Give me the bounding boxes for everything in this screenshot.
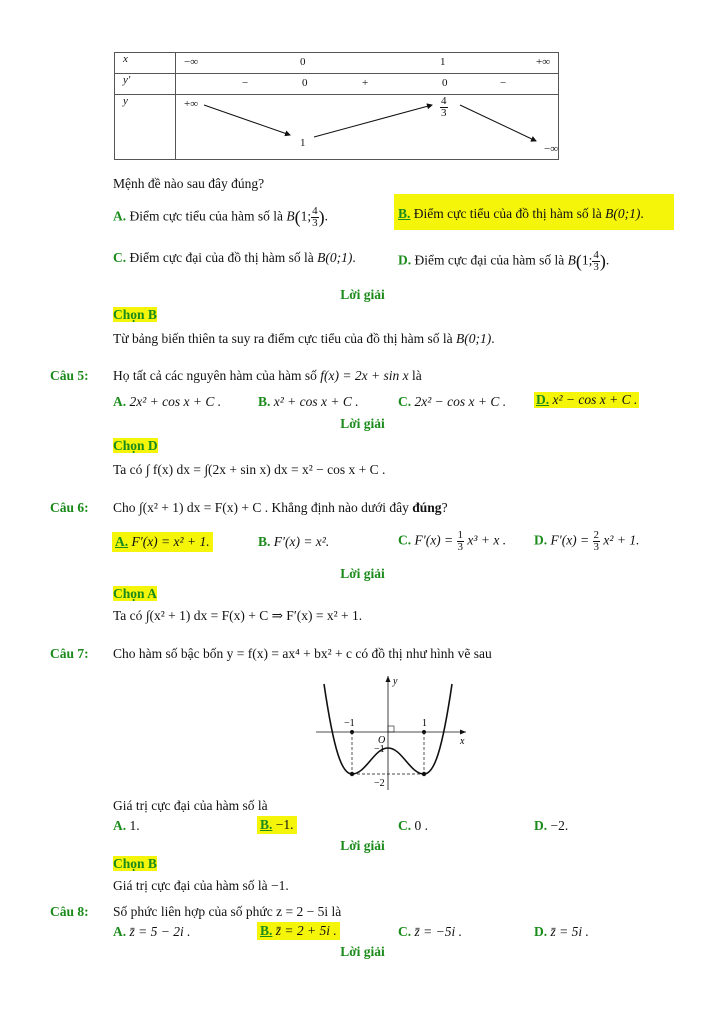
q7-prompt: Cho hàm số bậc bốn y = f(x) = ax⁴ + bx² + c có đồ thị như hình vẽ sau <box>113 646 492 661</box>
q8-prompt: Số phức liên hợp của số phức z = 2 − 5i là <box>113 904 342 919</box>
row-label-yp: y′ <box>115 74 176 95</box>
q8-option-c[interactable]: C. z̄ = −5i . <box>398 924 462 939</box>
q7-option-b[interactable]: B. −1. <box>257 816 297 834</box>
q6-option-b[interactable]: B. F′(x) = x². <box>258 534 330 549</box>
q4-option-b[interactable]: B. Điểm cực tiểu của đồ thị hàm số là B(0;1). <box>398 206 644 221</box>
y-end: −∞ <box>544 143 559 155</box>
q7-option-c[interactable]: C. 0 . <box>398 818 428 833</box>
y-start: +∞ <box>184 98 199 110</box>
quartic-graph <box>312 672 472 796</box>
graph-tick-p1: 1 <box>422 718 427 729</box>
q6-option-c[interactable]: C. F′(x) = $\frac{1}{3}$ x³ + x . <box>398 529 507 553</box>
q4-prompt: Mệnh đề nào sau đây đúng? <box>113 176 265 191</box>
q5-option-a[interactable]: A. 2x² + cos x + C . <box>113 394 222 409</box>
sign: 0 <box>302 77 308 89</box>
graph-tick-ym2: −2 <box>374 778 385 789</box>
graph-y-label: y <box>393 676 398 687</box>
q5-explain: Ta có ∫ f(x) dx = ∫(2x + sin x) dx = x² − cos x + C . <box>113 462 386 477</box>
graph-tick-m1: −1 <box>344 718 355 729</box>
q8-option-b[interactable]: B. z̄ = 2 + 5i . <box>257 922 340 940</box>
sign: + <box>362 77 369 89</box>
q5-option-c[interactable]: C. 2x² − cos x + C . <box>398 394 507 409</box>
q5-option-b[interactable]: B. x² + cos x + C . <box>258 394 359 409</box>
q4-option-d[interactable]: D. Điểm cực đại của hàm số là B(1; $\frac{4}{3}$ ). <box>398 249 610 273</box>
q6-choose: Chọn A <box>113 586 157 601</box>
q4-choose: Chọn B <box>113 307 157 322</box>
q7-ask: Giá trị cực đại của hàm số là <box>113 798 268 813</box>
q5-prompt: Họ tất cả các nguyên hàm của hàm số f(x) = 2x + sin x là <box>113 368 422 383</box>
sign: 0 <box>442 77 448 89</box>
q7-choose: Chọn B <box>113 856 157 871</box>
row-label-y: y <box>115 95 176 160</box>
q7-option-a[interactable]: A. 1. <box>113 818 140 833</box>
graph-x-label: x <box>460 736 465 747</box>
q5-solution-title: Lời giải <box>340 416 385 431</box>
x-val: −∞ <box>184 56 199 68</box>
sign: − <box>242 77 249 89</box>
row-label-x: x <box>115 53 176 74</box>
q6-option-d[interactable]: D. F′(x) = $\frac{2}{3}$ x² + 1. <box>534 529 640 553</box>
variation-table <box>114 52 559 160</box>
q7-explain: Giá trị cực đại của hàm số là −1. <box>113 878 289 893</box>
q5-number: Câu 5: <box>50 368 89 383</box>
q7-number: Câu 7: <box>50 646 89 661</box>
q6-number: Câu 6: <box>50 500 89 515</box>
q5-choose: Chọn D <box>113 438 158 453</box>
q7-option-d[interactable]: D. −2. <box>534 818 569 833</box>
q8-option-d[interactable]: D. z̄ = 5i . <box>534 924 589 939</box>
q4-option-c[interactable]: C. Điểm cực đại của đồ thị hàm số là B(0;1). <box>113 250 356 265</box>
x-val: +∞ <box>536 56 551 68</box>
q6-prompt: Cho ∫(x² + 1) dx = F(x) + C . Khẳng định nào dưới đây đúng? <box>113 500 448 515</box>
x-val: 0 <box>300 56 306 68</box>
q8-number: Câu 8: <box>50 904 89 919</box>
q4-solution-title: Lời giải <box>340 287 385 302</box>
q8-option-a[interactable]: A. z̄ = 5 − 2i . <box>113 924 191 939</box>
q4-explain: Từ bảng biến thiên ta suy ra điểm cực tiểu của đồ thị hàm số là B(0;1). <box>113 331 495 346</box>
q6-explain: Ta có ∫(x² + 1) dx = F(x) + C ⇒ F′(x) = x² + 1. <box>113 608 363 623</box>
q7-solution-title: Lời giải <box>340 838 385 853</box>
variation-arrows <box>176 95 566 159</box>
sign: − <box>500 77 507 89</box>
x-val: 1 <box>440 56 446 68</box>
graph-origin: O <box>378 735 386 746</box>
q8-solution-title: Lời giải <box>340 944 385 959</box>
q6-solution-title: Lời giải <box>340 566 385 581</box>
graph-tick-ym1: −1 <box>374 744 385 755</box>
y-min: 1 <box>300 137 306 149</box>
q4-option-a[interactable]: A. Điểm cực tiểu của hàm số là B(1; $\frac{4}{3}$ ). <box>113 205 329 229</box>
y-max: $\frac{4}{3}$ <box>441 95 447 119</box>
q6-option-a[interactable]: A. F′(x) = x² + 1. <box>112 532 213 552</box>
q5-option-d[interactable]: D. x² − cos x + C . <box>536 392 638 407</box>
